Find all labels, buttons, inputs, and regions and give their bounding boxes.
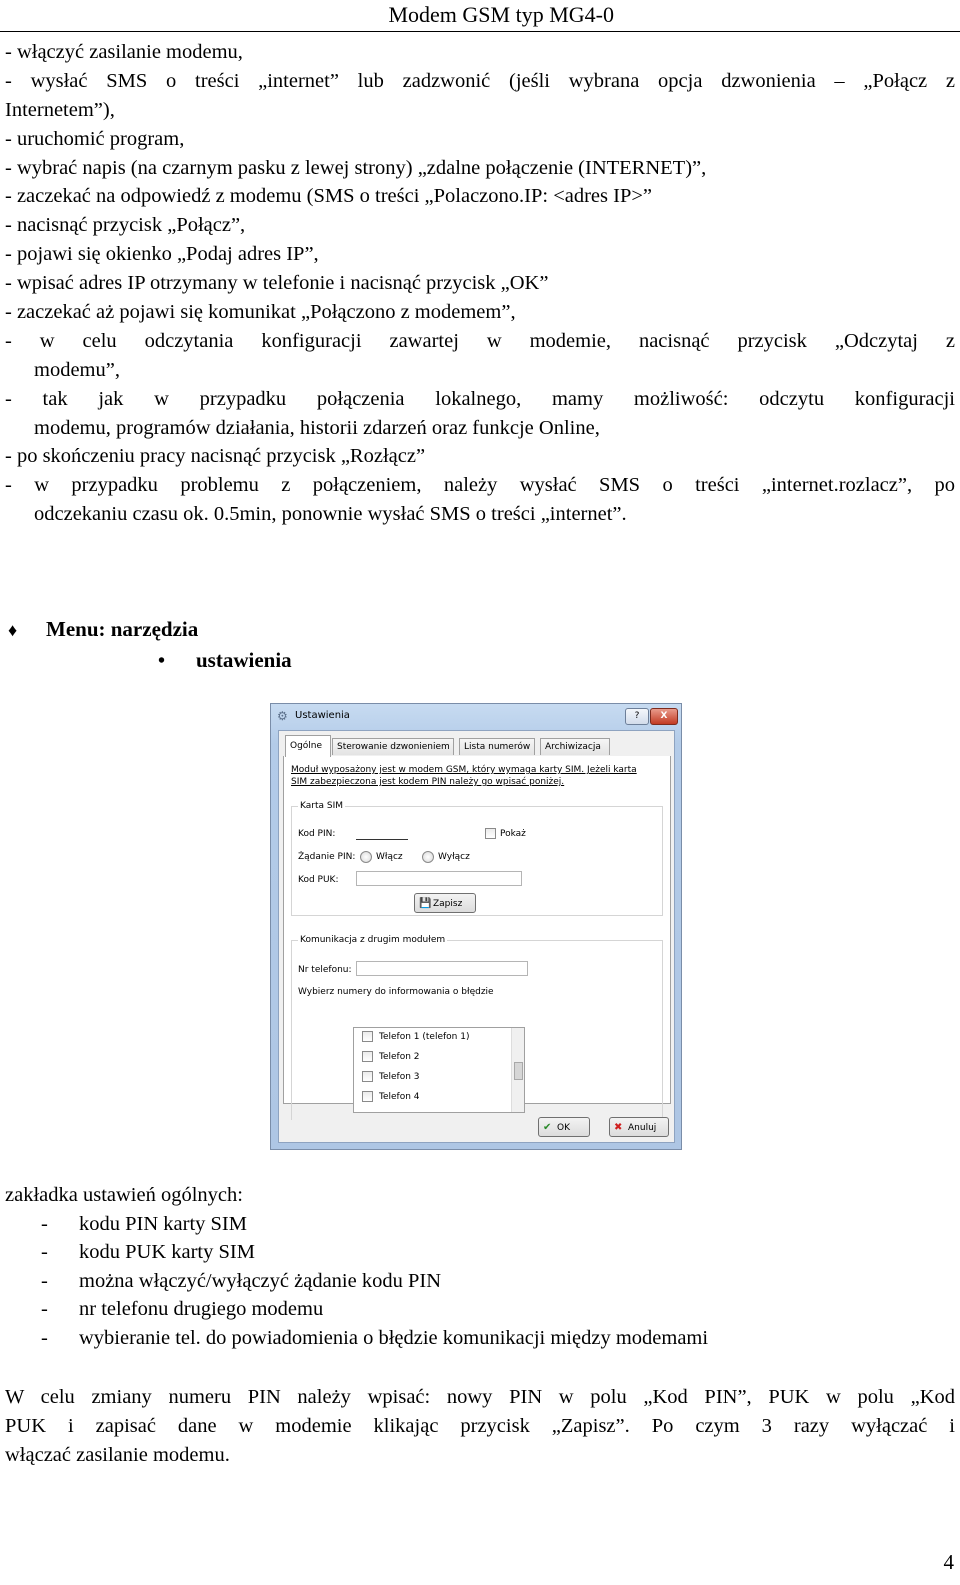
pin-request-on-radio[interactable]	[360, 851, 372, 863]
phone-item-label: Telefon 3	[379, 1072, 420, 1082]
step-line: - po skończeniu pracy nacisnąć przycisk „Rozłącz”	[5, 445, 426, 468]
puk-input[interactable]	[356, 871, 522, 886]
show-pin-checkbox[interactable]	[485, 828, 496, 839]
page-header-title: Modem GSM typ MG4-0	[388, 2, 614, 27]
module-comm-group	[291, 935, 663, 1120]
step-line: modemu, programów działania, historii zdarzeń oraz funkcje Online,	[34, 416, 600, 439]
step-line: - wysłać SMS o treści „internet” lub zadzwonić (jeśli wybrana opcja dzwonienia – „Połącz z	[5, 69, 955, 92]
phone-item-label: Telefon 2	[379, 1052, 420, 1062]
ok-button[interactable]	[538, 1117, 590, 1137]
sim-info-line: SIM zabezpieczona jest kodem PIN należy go wpisać poniżej.	[291, 777, 565, 787]
general-item	[5, 1295, 955, 1324]
sim-card-group	[291, 801, 663, 916]
cancel-button[interactable]	[609, 1117, 669, 1137]
choose-numbers-label: Wybierz numery do informowania o błędzie	[298, 987, 494, 997]
general-item-text: nr telefonu drugiego modemu	[79, 1298, 324, 1320]
phone-list-item[interactable]	[362, 1091, 420, 1102]
diamond-bullet-icon: ♦	[8, 620, 18, 640]
general-item-text: kodu PUK karty SIM	[79, 1241, 255, 1263]
sim-group-label: Karta SIM	[300, 801, 343, 811]
tab-panel-general	[283, 756, 671, 1104]
dash-bullet: -	[41, 1298, 48, 1320]
phone-list-item[interactable]	[362, 1051, 420, 1062]
step-line: odczekaniu czasu ok. 0.5min, ponownie wysłać SMS o treści „internet”.	[34, 503, 627, 526]
dialog-title: Ustawienia	[295, 710, 350, 721]
step-line: - włączyć zasilanie modemu,	[5, 41, 243, 63]
dash-bullet: -	[41, 1212, 48, 1235]
phone-checklist	[353, 1027, 525, 1113]
phone-item-label: Telefon 1 (telefon 1)	[379, 1032, 470, 1042]
phone-input[interactable]	[356, 961, 528, 976]
phone-label: Nr telefonu:	[298, 965, 352, 975]
general-item	[5, 1238, 955, 1267]
general-tab-intro: zakładka ustawień ogólnych:	[5, 1184, 243, 1206]
header-rule	[0, 31, 960, 32]
phone-checkbox[interactable]	[362, 1071, 373, 1082]
phone-item-label: Telefon 4	[379, 1092, 420, 1102]
page-number: 4	[943, 1550, 954, 1574]
help-button[interactable]: ?	[625, 708, 649, 725]
step-line: - w przypadku problemu z połączeniem, należy wysłać SMS o treści „internet.rozlacz”, po	[5, 474, 955, 497]
step-line: - zaczekać na odpowiedź z modemu (SMS o treści „Polaczono.IP: <adres IP>”	[5, 185, 653, 208]
step-line: Internetem”),	[5, 98, 115, 121]
step-line: modemu”,	[34, 358, 120, 381]
phone-checkbox[interactable]	[362, 1051, 373, 1062]
list-scrollbar[interactable]	[511, 1028, 524, 1112]
step-line: - zaczekać aż pojawi się komunikat „Połączono z modemem”,	[5, 301, 516, 324]
cancel-button-label: Anuluj	[628, 1123, 657, 1133]
phone-checkbox[interactable]	[362, 1031, 373, 1042]
tab-ring-control[interactable]: Sterowanie dzwonieniem	[332, 738, 454, 755]
puk-label: Kod PUK:	[298, 875, 339, 885]
save-icon: 💾	[419, 898, 432, 909]
step-line: - wpisać adres IP otrzymany w telefonie i nacisnąć przycisk „OK”	[5, 272, 549, 295]
sim-info-text	[291, 764, 663, 788]
general-item-text: wybieranie tel. do powiadomienia o błędzie komunikacji między modemami	[79, 1326, 709, 1349]
phone-list-item[interactable]	[362, 1071, 420, 1082]
check-icon: ✔	[543, 1122, 552, 1133]
step-line: - pojawi się okienko „Podaj adres IP”,	[5, 243, 319, 266]
step-line: - w celu odczytania konfiguracji zawartej w modemie, nacisnąć przycisk „Odczytaj z	[5, 329, 955, 352]
connection-steps	[5, 38, 955, 529]
pin-change-paragraph	[5, 1383, 955, 1470]
dialog-body	[278, 730, 675, 1143]
pin-request-label: Żądanie PIN:	[298, 852, 356, 862]
tab-general[interactable]: Ogólne	[285, 735, 331, 757]
menu-heading	[8, 614, 198, 645]
pin-input[interactable]	[356, 825, 408, 840]
save-button[interactable]	[414, 893, 476, 913]
phone-list-item[interactable]	[362, 1031, 469, 1042]
general-item	[5, 1267, 955, 1296]
sim-info-line: Moduł wyposażony jest w modem GSM, który wymaga karty SIM. Jeżeli karta	[291, 765, 637, 775]
cross-icon: ✖	[614, 1122, 623, 1133]
general-item	[5, 1210, 955, 1239]
dot-bullet-icon: •	[158, 650, 166, 672]
tab-archiving[interactable]: Archiwizacja	[540, 738, 610, 755]
dash-bullet: -	[41, 1326, 48, 1349]
ok-button-label: OK	[557, 1123, 570, 1133]
menu-subheading-text: ustawienia	[196, 648, 292, 672]
settings-dialog	[270, 703, 682, 1150]
pin-request-on-label: Włącz	[376, 852, 403, 862]
settings-icon: ⚙	[277, 709, 288, 723]
scrollbar-thumb[interactable]	[514, 1062, 523, 1080]
phone-checkbox[interactable]	[362, 1091, 373, 1102]
show-pin-label: Pokaż	[500, 829, 526, 839]
save-button-label: Zapisz	[433, 899, 463, 909]
comm-group-label: Komunikacja z drugim modułem	[300, 935, 446, 945]
tab-strip	[283, 735, 671, 757]
tab-number-list[interactable]: Lista numerów	[459, 738, 535, 755]
general-item	[5, 1324, 955, 1353]
paragraph-line: PUK i zapisać dane w modemie klikając przycisk „Zapisz”. Po czym 3 razy wyłączać i	[5, 1414, 955, 1437]
dash-bullet: -	[41, 1269, 48, 1292]
pin-request-off-label: Wyłącz	[438, 852, 470, 862]
general-item-text: kodu PIN karty SIM	[79, 1212, 247, 1235]
step-line: - nacisnąć przycisk „Połącz”,	[5, 214, 246, 237]
pin-request-off-radio[interactable]	[422, 851, 434, 863]
step-line: - wybrać napis (na czarnym pasku z lewej strony) „zdalne połączenie (INTERNET)”,	[5, 156, 707, 179]
menu-heading-text: Menu: narzędzia	[46, 617, 199, 641]
general-item-text: można włączyć/wyłączyć żądanie kodu PIN	[79, 1269, 442, 1292]
pin-label: Kod PIN:	[298, 829, 336, 839]
step-line: - uruchomić program,	[5, 127, 185, 150]
paragraph-line: włączać zasilanie modemu.	[5, 1443, 230, 1466]
step-line: - tak jak w przypadku połączenia lokalnego, mamy możliwość: odczytu konfiguracji	[5, 387, 955, 410]
dialog-titlebar	[271, 704, 681, 730]
general-tab-section	[5, 1181, 955, 1352]
paragraph-line: W celu zmiany numeru PIN należy wpisać: nowy PIN w polu „Kod PIN”, PUK w polu „Kod	[5, 1386, 955, 1408]
dash-bullet: -	[41, 1241, 48, 1263]
menu-subheading	[158, 645, 292, 676]
close-button[interactable]: X	[650, 708, 678, 725]
